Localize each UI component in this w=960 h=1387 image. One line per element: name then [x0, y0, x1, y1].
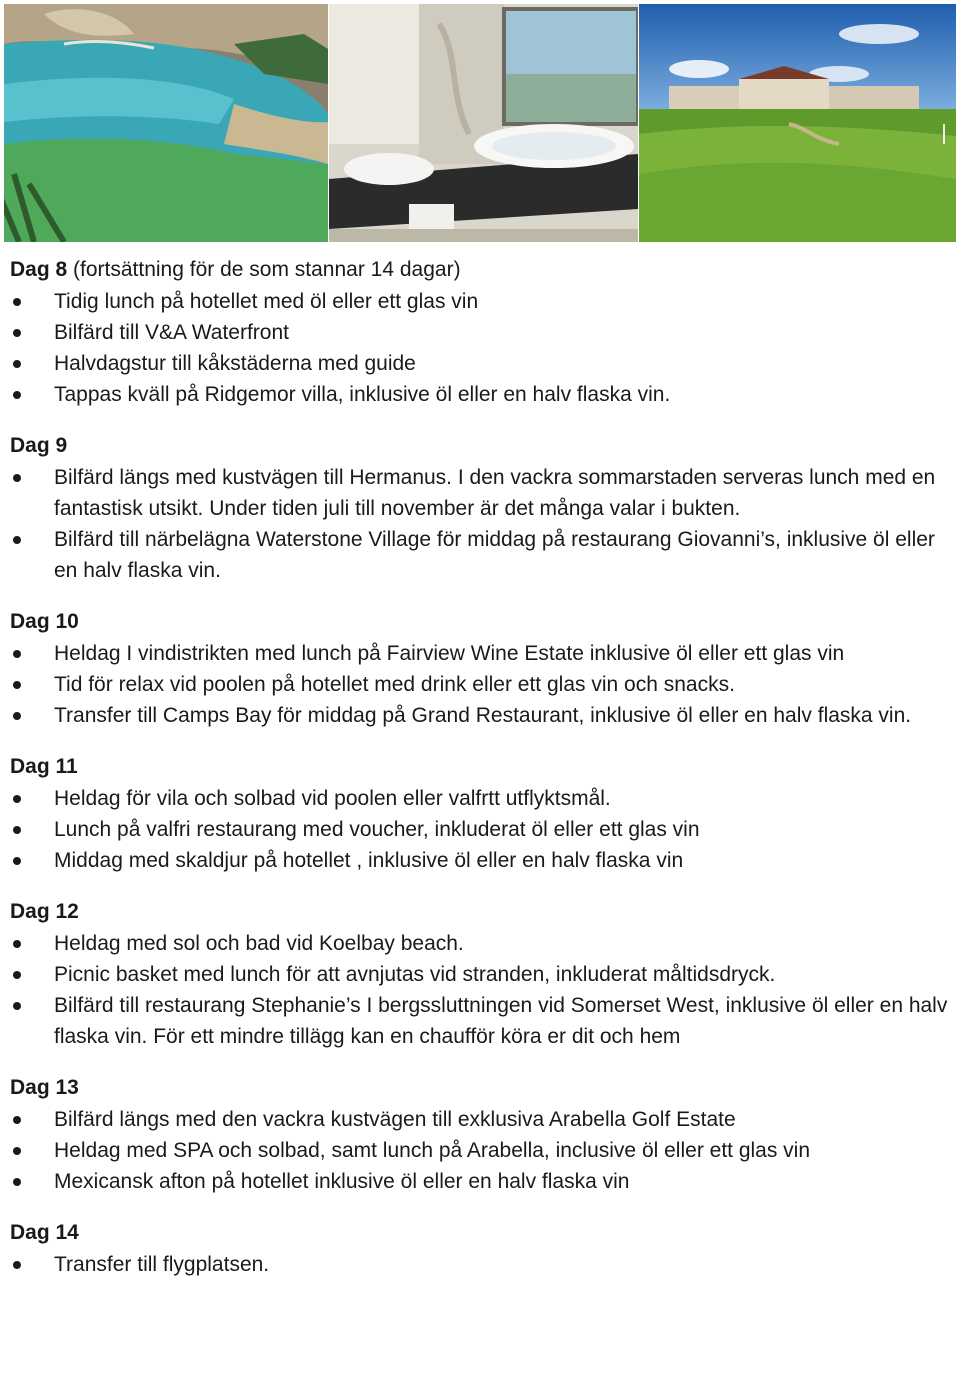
bathroom-spa-photo — [329, 4, 638, 242]
activity-item: Middag med skaldjur på hotellet , inklusive öl eller en halv flaska vin — [10, 845, 956, 876]
day-heading — [10, 896, 956, 928]
activity-item: Halvdagstur till kåkstäderna med guide — [10, 348, 956, 379]
day-heading — [10, 606, 956, 638]
activity-item: Bilfärd längs med kustvägen till Hermanus. I den vackra sommarstaden serveras lunch med en fantastisk utsikt. Under tiden juli till november är det många valar i bukten. — [10, 462, 956, 524]
day-section — [10, 606, 956, 731]
activity-item: Bilfärd till V&A Waterfront — [10, 317, 956, 348]
activity-item: Picnic basket med lunch för att avnjutas vid stranden, inkluderat måltidsdryck. — [10, 959, 956, 990]
day-section — [10, 254, 956, 410]
activity-item: Mexicansk afton på hotellet inklusive öl eller en halv flaska vin — [10, 1166, 956, 1197]
activity-list — [10, 462, 956, 586]
activity-item: Heldag I vindistrikten med lunch på Fairview Wine Estate inklusive öl eller ett glas vin — [10, 638, 956, 669]
activity-list — [10, 286, 956, 410]
activity-item: Bilfärd till restaurang Stephanie’s I bergssluttningen vid Somerset West, inklusive öl eller en halv flaska vin. För ett mindre tillägg kan en chaufför köra er dit och hem — [10, 990, 956, 1052]
activity-item: Transfer till Camps Bay för middag på Grand Restaurant, inklusive öl eller en halv flaska vin. — [10, 700, 956, 731]
day-note: (fortsättning för de som stannar 14 dagar) — [73, 258, 461, 281]
day-heading — [10, 430, 956, 462]
activity-list — [10, 1249, 956, 1280]
day-title: Dag 12 — [10, 900, 79, 923]
photo-strip — [4, 4, 956, 242]
day-heading — [10, 254, 956, 286]
day-section — [10, 896, 956, 1052]
activity-item: Tid för relax vid poolen på hotellet med drink eller ett glas vin och snacks. — [10, 669, 956, 700]
activity-list — [10, 1104, 956, 1197]
day-section — [10, 1072, 956, 1197]
activity-item: Lunch på valfri restaurang med voucher, inkluderat öl eller ett glas vin — [10, 814, 956, 845]
activity-list — [10, 638, 956, 731]
day-heading — [10, 751, 956, 783]
golf-estate-photo — [639, 4, 956, 242]
activity-item: Transfer till flygplatsen. — [10, 1249, 956, 1280]
activity-item: Tappas kväll på Ridgemor villa, inklusive öl eller en halv flaska vin. — [10, 379, 956, 410]
day-section — [10, 751, 956, 876]
activity-list — [10, 783, 956, 876]
day-title: Dag 11 — [10, 755, 78, 778]
day-heading — [10, 1072, 956, 1104]
activity-item: Heldag med sol och bad vid Koelbay beach. — [10, 928, 956, 959]
day-section — [10, 1217, 956, 1280]
activity-item: Tidig lunch på hotellet med öl eller ett glas vin — [10, 286, 956, 317]
activity-item: Bilfärd till närbelägna Waterstone Village för middag på restaurang Giovanni’s, inklusive öl eller en halv flaska vin. — [10, 524, 956, 586]
activity-item: Bilfärd längs med den vackra kustvägen till exklusiva Arabella Golf Estate — [10, 1104, 956, 1135]
hotel-pool-photo — [4, 4, 328, 242]
day-title: Dag 14 — [10, 1221, 79, 1244]
day-title: Dag 9 — [10, 434, 68, 457]
day-heading — [10, 1217, 956, 1249]
day-title: Dag 10 — [10, 610, 79, 633]
activity-item: Heldag för vila och solbad vid poolen eller valfrtt utflyktsmål. — [10, 783, 956, 814]
activity-item: Heldag med SPA och solbad, samt lunch på Arabella, inclusive öl eller ett glas vin — [10, 1135, 956, 1166]
itinerary — [10, 254, 956, 1280]
day-title: Dag 13 — [10, 1076, 79, 1099]
day-title: Dag 8 — [10, 258, 68, 281]
day-section — [10, 430, 956, 586]
activity-list — [10, 928, 956, 1052]
